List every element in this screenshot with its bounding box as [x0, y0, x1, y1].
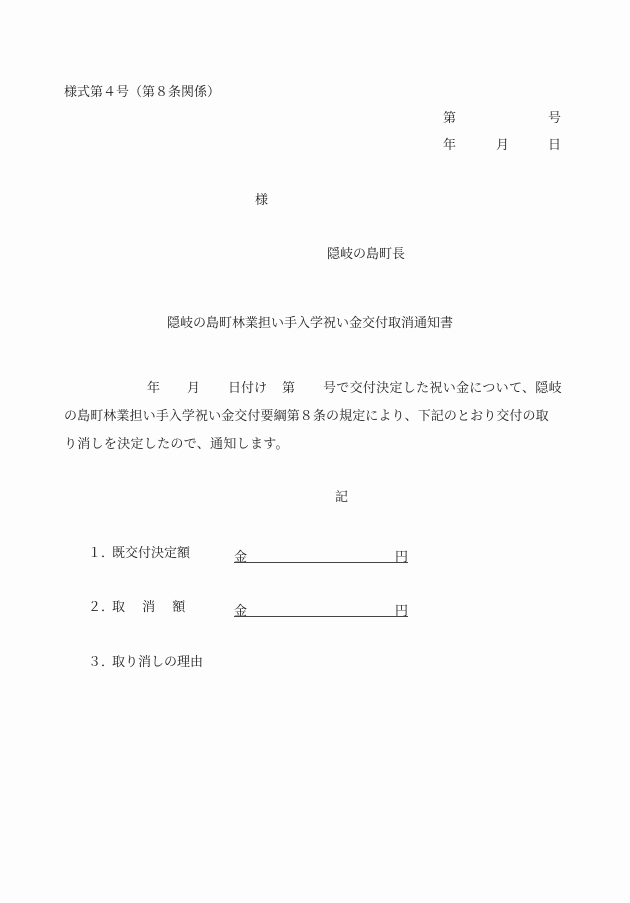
- amount-suffix: 円: [394, 550, 408, 565]
- amount-prefix: 金: [234, 604, 248, 619]
- body-line3: り消しを決定したので、通知します。: [64, 437, 289, 452]
- item-number: １．: [88, 546, 115, 561]
- amount-suffix: 円: [394, 604, 408, 619]
- item-label: 取 消 額: [112, 600, 186, 615]
- item-number: ３．: [88, 655, 115, 670]
- body-day: 日付け: [228, 381, 268, 396]
- amount-field[interactable]: [234, 600, 408, 617]
- amount-field[interactable]: [234, 546, 408, 563]
- amount-prefix: 金: [234, 550, 248, 565]
- body-line2: の島町林業担い手入学祝い金交付要綱第８条の規定により、下記のとおり交付の取: [64, 409, 549, 424]
- body-year: 年: [147, 381, 161, 396]
- addressee-suffix: 様: [255, 193, 269, 208]
- item-label: 取り消しの理由: [112, 655, 204, 670]
- date-month: 月: [496, 138, 510, 153]
- date-year: 年: [443, 138, 457, 153]
- issuer: 隠岐の島町長: [327, 247, 406, 262]
- body-line1-rest: 号で交付決定した祝い金について、隠岐: [323, 381, 562, 396]
- form-number: 様式第４号（第８条関係）: [64, 85, 221, 100]
- document-title: 隠岐の島町林業担い手入学祝い金交付取消通知書: [167, 316, 454, 331]
- item-number: ２．: [88, 600, 115, 615]
- body-month: 月: [187, 381, 201, 396]
- item-label: 既交付決定額: [112, 546, 191, 561]
- doc-number-prefix: 第: [443, 111, 457, 126]
- body-no-prefix: 第: [282, 381, 296, 396]
- doc-number-suffix: 号: [548, 111, 562, 126]
- ki-heading: 記: [335, 490, 349, 505]
- date-day: 日: [548, 138, 562, 153]
